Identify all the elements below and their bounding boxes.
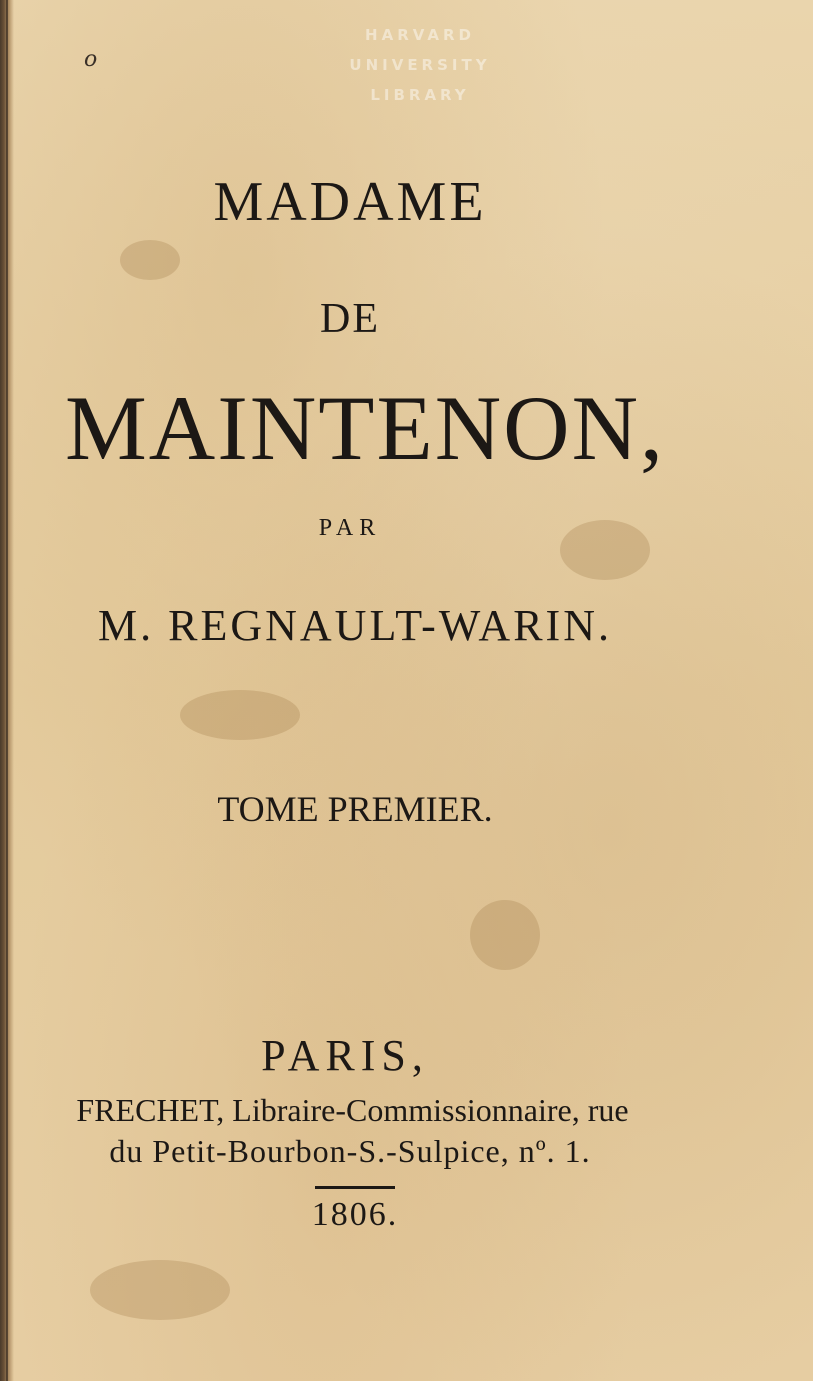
stamp-line: UNIVERSITY bbox=[349, 56, 491, 74]
author-name: M. REGNAULT-WARIN. bbox=[98, 601, 612, 650]
paper-stain bbox=[560, 520, 650, 580]
paper-stain bbox=[120, 240, 180, 280]
title-line-de: DE bbox=[320, 296, 380, 342]
paper-stain bbox=[90, 1260, 230, 1320]
corner-mark: o bbox=[84, 47, 98, 72]
binding-line bbox=[6, 0, 8, 1381]
paper-stain bbox=[180, 690, 300, 740]
library-stamp bbox=[335, 20, 505, 110]
imprint-publisher: FRECHET, Libraire-Commissionnaire, rue bbox=[76, 1092, 629, 1128]
volume-label: TOME PREMIER. bbox=[217, 789, 493, 829]
paper-stain bbox=[470, 900, 540, 970]
imprint-rule bbox=[315, 1186, 395, 1189]
title-line-maintenon: MAINTENON, bbox=[64, 377, 666, 479]
byline-par: PAR bbox=[318, 515, 382, 541]
imprint-city: PARIS, bbox=[261, 1031, 429, 1080]
imprint-year: 1806. bbox=[311, 1196, 399, 1233]
title-line-madame: MADAME bbox=[213, 171, 487, 233]
imprint-address: du Petit-Bourbon-S.-Sulpice, nº. 1. bbox=[109, 1133, 591, 1169]
stamp-line: LIBRARY bbox=[370, 86, 470, 104]
stamp-line: HARVARD bbox=[365, 26, 475, 44]
